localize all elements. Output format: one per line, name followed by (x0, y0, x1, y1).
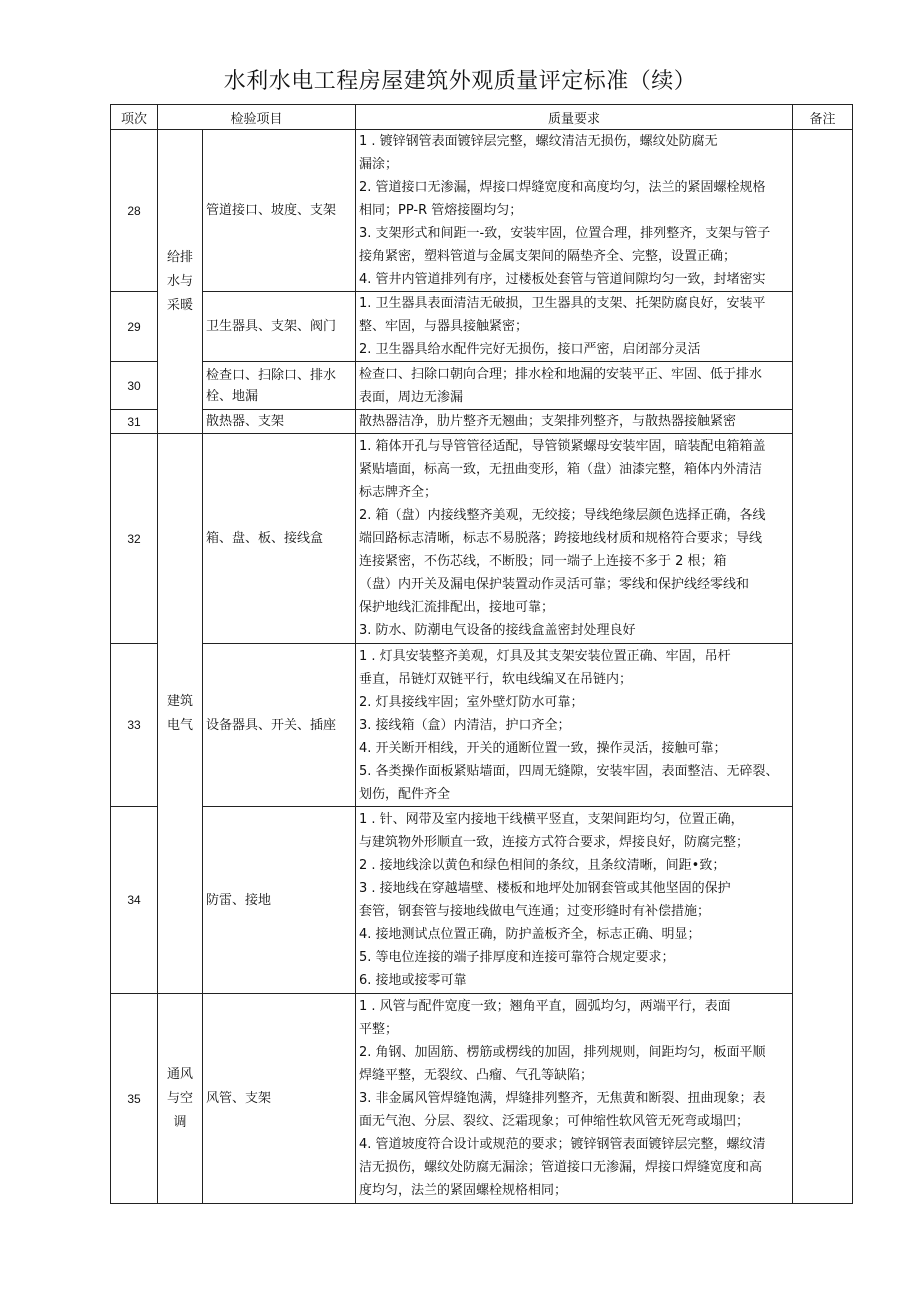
category-plumbing: 给排水与采暖 (158, 130, 203, 434)
requirement-line: 检查口、扫除口朝向合理；排水栓和地漏的安装平正、牢固、低于排水 (359, 366, 763, 382)
requirement-cell (356, 410, 793, 434)
requirement-line: 垂直，吊链灯双链平行，软电线编叉在吊链内； (359, 671, 633, 687)
requirement-cell (356, 994, 793, 1204)
requirement-line: 保护地线汇流排配出，接地可靠； (359, 600, 555, 615)
requirement-line: 3 . 接地线在穿越墙壁、楼板和地坪处加钢套管或其他坚固的保护 (359, 881, 731, 896)
row-number: 32 (111, 434, 158, 644)
requirement-line: 标志牌齐全； (359, 485, 438, 500)
requirement-line: 漏涂； (359, 157, 399, 172)
inspection-item: 箱、盘、板、接线盒 (203, 434, 356, 644)
category-electric: 建筑电气 (158, 434, 203, 994)
requirement-line: 4. 接地测试点位置正确，防护盖板齐全，标志正确、明显； (359, 927, 701, 942)
inspection-item: 设备器具、开关、插座 (203, 644, 356, 807)
table-row (111, 130, 853, 292)
header-no: 项次 (111, 105, 158, 130)
requirement-line: 3. 防水、防潮电气设备的接线盒盖密封处理良好 (359, 623, 636, 638)
requirement-line: 散热器洁净，肋片整齐无翘曲；支架排列整齐，与散热器接触紧密 (359, 414, 737, 429)
requirement-line: 1. 卫生器具表面清洁无破损，卫生器具的支架、托架防腐良好，安装平 (359, 296, 766, 311)
note-cell (793, 130, 853, 1204)
requirement-line: 相同；PP-R 管熔接圈均匀； (359, 203, 523, 218)
table-row (111, 434, 853, 644)
requirement-line: 2. 卫生器具给水配件完好无损伤，接口严密，启闭部分灵活 (359, 342, 701, 357)
requirement-line: 与建筑物外形顺直一致，连接方式符合要求，焊接良好，防腐完整； (359, 835, 750, 850)
row-number: 33 (111, 644, 158, 807)
requirement-line: 1. 箱体开孔与导管管径适配，导管锁紧螺母安装牢固，暗装配电箱箱盖 (359, 439, 766, 454)
inspection-item: 散热器、支架 (203, 410, 356, 434)
row-number: 35 (111, 994, 158, 1204)
requirement-line: 紧贴墙面，标高一致，无扭曲变形，箱（盘）油漆完整，箱体内外清洁 (359, 462, 763, 477)
category-hvac: 通风与空调 (158, 994, 203, 1204)
requirement-line: 5. 等电位连接的端子排厚度和连接可靠符合规定要求； (359, 950, 675, 965)
requirement-line: 端回路标志清晰，标志不易脱落；跨接地线材质和规格符合要求；导线 (359, 531, 763, 546)
inspection-item: 检查口、扫除口、排水栓、地漏 (203, 362, 356, 410)
requirement-line: 2. 箱（盘）内接线整齐美观，无绞接；导线绝缘层颜色选择正确，各线 (359, 508, 766, 523)
quality-standard-table (110, 104, 853, 1204)
row-number: 30 (111, 362, 158, 410)
inspection-item: 风管、支架 (203, 994, 356, 1204)
header-note: 备注 (793, 105, 853, 130)
requirement-line: 4. 管道坡度符合设计或规范的要求；镀锌钢管表面镀锌层完整，螺纹清 (359, 1137, 766, 1152)
table-row (111, 410, 853, 434)
requirement-cell (356, 807, 793, 994)
requirement-line: 度均匀，法兰的紧固螺栓规格相同； (359, 1183, 568, 1198)
header-item: 检验项目 (158, 105, 356, 130)
requirement-cell (356, 292, 793, 362)
requirement-line: 2. 管道接口无渗漏，焊接口焊缝宽度和高度均匀，法兰的紧固螺栓规格 (359, 180, 766, 195)
table-row (111, 644, 853, 807)
requirement-line: 1 . 灯具安装整齐美观，灯具及其支架安装位置正确、牢固，吊杆 (359, 648, 731, 664)
table-row (111, 994, 853, 1204)
row-number: 34 (111, 807, 158, 994)
requirement-line: 3. 支架形式和间距一-致，安装牢固，位置合理，排列整齐，支架与管子 (359, 226, 771, 241)
requirement-line: 整、牢固，与器具接触紧密； (359, 319, 529, 334)
requirement-line: 4. 管井内管道排列有序，过楼板处套管与管道间隙均匀一致，封堵密实 (359, 272, 766, 287)
requirement-line: 6. 接地或接零可靠 (359, 973, 467, 988)
inspection-item: 卫生器具、支架、阀门 (203, 292, 356, 362)
requirement-line: （盘）内开关及漏电保护装置动作灵活可靠；零线和保护线经零线和 (359, 577, 750, 592)
requirement-line: 划伤，配件齐全 (359, 786, 451, 802)
requirement-line: 连接紧密，不伤芯线，不断股；同一端子上连接不多于 2 根；箱 (359, 554, 727, 569)
table-header-row (111, 105, 853, 130)
requirement-line: 面无气泡、分层、裂纹、泛霜现象；可伸缩性软风管无死弯或塌凹； (359, 1114, 750, 1129)
row-number: 28 (111, 130, 158, 292)
table-row (111, 362, 853, 410)
requirement-line: 接角紧密，塑料管道与金属支架间的隔垫齐全、完整，设置正确； (359, 249, 737, 264)
requirement-line: 2 . 接地线涂以黄色和绿色相间的条纹，且条纹清晰，间距•致； (359, 858, 726, 873)
requirement-cell (356, 434, 793, 644)
requirement-line: 4. 开关断开相线，开关的通断位置一致，操作灵活，接触可靠； (359, 740, 727, 756)
requirement-cell (356, 644, 793, 807)
inspection-item: 管道接口、坡度、支架 (203, 130, 356, 292)
requirement-line: 平整； (359, 1022, 399, 1037)
requirement-line: 2. 角钢、加固筋、楞筋或楞线的加固，排列规则，间距均匀，板面平顺 (359, 1045, 766, 1060)
requirement-line: 2. 灯具接线牢固；室外壁灯防水可靠； (359, 694, 584, 710)
requirement-line: 洁无损伤，螺纹处防腐无漏涂；管道接口无渗漏，焊接口焊缝宽度和高 (359, 1160, 763, 1175)
inspection-item: 防雷、接地 (203, 807, 356, 994)
page-title: 水利水电工程房屋建筑外观质量评定标准（续） (223, 69, 697, 94)
requirement-line: 表面，周边无渗漏 (359, 389, 464, 405)
row-number: 29 (111, 292, 158, 362)
table-row (111, 292, 853, 362)
requirement-cell (356, 362, 793, 410)
requirement-line: 1 . 镀锌钢管表面镀锌层完整，螺纹清洁无损伤，螺纹处防腐无 (359, 134, 718, 149)
requirement-line: 1 . 针、网带及室内接地干线横平竖直，支架间距均匀，位置正确， (359, 812, 744, 827)
requirement-cell (356, 130, 793, 292)
header-requirement: 质量要求 (356, 105, 793, 130)
requirement-line: 5. 各类操作面板紧贴墙面，四周无缝隙，安装牢固，表面整洁、无碎裂、 (359, 763, 779, 779)
requirement-line: 1 . 风管与配件宽度一致；翘角平直，圆弧均匀，两端平行，表面 (359, 999, 731, 1014)
requirement-line: 3. 非金属风管焊缝饱满，焊缝排列整齐，无焦黄和断裂、扭曲现象；表 (359, 1091, 766, 1106)
row-number: 31 (111, 410, 158, 434)
requirement-line: 3. 接线箱（盒）内清洁，护口齐全； (359, 717, 571, 733)
table-row (111, 807, 853, 994)
requirement-line: 套管，钢套管与接地线做电气连通；过变形缝时有补偿措施； (359, 904, 711, 919)
requirement-line: 焊缝平整，无裂纹、凸瘤、气孔等缺陷； (359, 1068, 594, 1083)
